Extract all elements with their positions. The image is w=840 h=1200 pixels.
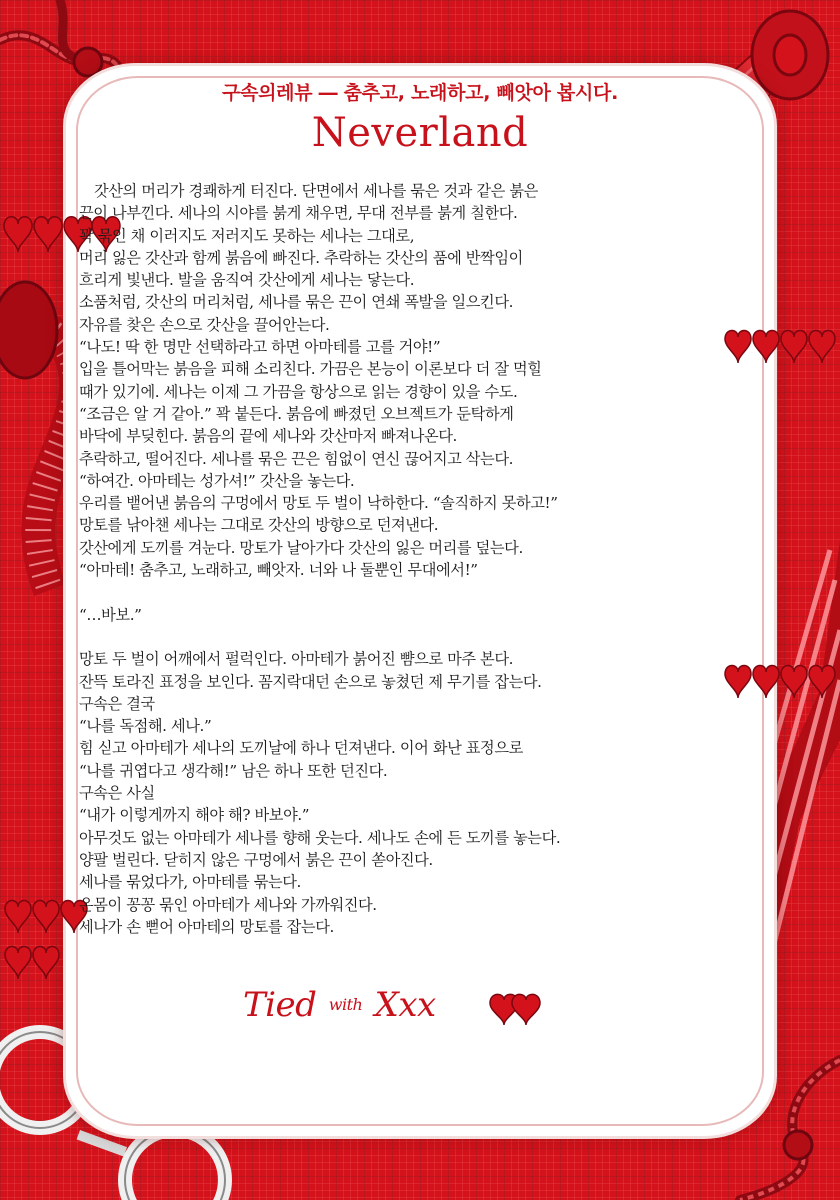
story-line: 아무것도 없는 아마테가 세나를 향해 웃는다. 세나도 손에 든 도끼를 놓는다.: [79, 828, 561, 847]
story-line: 잔뜩 토라진 표정을 보인다. 꼼지락대던 손으로 놓쳤던 제 무기를 잡는다.: [79, 672, 542, 691]
story-line: 온몸이 꽁꽁 묶인 아마테가 세나와 가까워진다.: [79, 895, 377, 914]
page-subtitle: 구속의레뷰 ― 춤추고, 노래하고, 빼앗아 봅시다.: [221, 82, 618, 104]
story-line: “나를 귀엽다고 생각해!” 남은 하나 또한 던진다.: [79, 761, 388, 780]
story-line: 망토를 낚아챈 세나는 그대로 갓산의 방향으로 던져낸다.: [79, 516, 439, 535]
story-line: 입을 틀어막는 붉음을 피해 소리친다. 가끔은 본능이 이론보다 더 잘 먹힐: [79, 360, 542, 379]
logo-text-small: with: [328, 995, 363, 1014]
story-line: 흐리게 빛낸다. 발을 움직여 갓산에게 세나는 닿는다.: [79, 271, 415, 290]
story-line: 세나를 묶었다가, 아마테를 묶는다.: [79, 873, 301, 892]
story-line: 망토 두 벌이 어깨에서 펄럭인다. 아마테가 붉어진 뺨으로 마주 본다.: [79, 650, 514, 669]
story-line: 갓산의 머리가 경쾌하게 터진다. 단면에서 세나를 묶은 것과 같은 붉은: [94, 182, 538, 200]
story-line: 소품처럼, 갓산의 머리처럼, 세나를 묶은 끈이 연쇄 폭발을 일으킨다.: [79, 293, 514, 312]
story-line: “나를 독점해. 세나.”: [79, 717, 212, 736]
story-line: 양팔 벌린다. 닫히지 않은 구멍에서 붉은 끈이 쏟아진다.: [79, 850, 433, 869]
story-line: “나도! 딱 한 명만 선택하라고 하면 아마테를 고를 거야!”: [79, 338, 441, 357]
story-line: “아마테! 춤추고, 노래하고, 빼앗자. 너와 나 둘뿐인 무대에서!”: [79, 561, 478, 580]
logo-text-main: Tied: [243, 985, 317, 1025]
story-body: [79, 180, 739, 938]
blank-line: [79, 581, 739, 603]
story-line: 추락하고, 떨어진다. 세나를 묶은 끈은 힘없이 연신 끊어지고 삭는다.: [79, 449, 514, 468]
story-line: “내가 이렇게까지 해야 해? 바보야.”: [79, 806, 310, 825]
story-line: 끈이 나부낀다. 세나의 시야를 붉게 채우면, 무대 전부를 붉게 칠한다.: [79, 204, 518, 223]
story-line: 때가 있기에. 세나는 이제 그 가끔을 항상으로 읽는 경향이 있을 수도.: [79, 382, 518, 401]
story-line: 구속은 사실: [79, 784, 155, 803]
story-line: 자유를 찾은 손으로 갓산을 끌어안는다.: [79, 315, 330, 334]
story-line: 머리 잃은 갓산과 함께 붉음에 빠진다. 추락하는 갓산의 품에 반짝임이: [79, 248, 523, 267]
story-line: 갓산에게 도끼를 겨눈다. 망토가 날아가다 갓산의 잃은 머리를 덮는다.: [79, 538, 523, 557]
story-line: 구속은 결국: [79, 694, 155, 713]
story-line: 우리를 뱉어낸 붉음의 구멍에서 망토 두 벌이 낙하한다. “솔직하지 못하고!”: [79, 494, 558, 513]
double-heart-icon: [485, 990, 547, 1028]
tied-with-xxx-logo: [243, 985, 436, 1025]
page-title: Neverland: [311, 110, 529, 156]
hearts-decoration-left-low: [0, 895, 90, 1005]
story-line: “…바보.”: [79, 605, 142, 624]
blank-line: [79, 626, 739, 648]
story-line: 세나가 손 뻗어 아마테의 망토를 잡는다.: [79, 917, 334, 936]
story-line: 꽉 묶인 채 이러지도 저러지도 못하는 세나는 그대로,: [79, 226, 415, 245]
story-line: 힘 싣고 아마테가 세나의 도끼날에 하나 던져낸다. 이어 화난 표정으로: [79, 739, 523, 758]
story-line: “조금은 알 거 같아.” 꽉 붙든다. 붉음에 빠졌던 오브젝트가 둔탁하게: [79, 404, 514, 423]
story-line: 바닥에 부딪힌다. 붉음의 끝에 세나와 갓산마저 빠져나온다.: [79, 427, 457, 446]
story-line: “하여간. 아마테는 성가셔!” 갓산을 놓는다.: [79, 471, 355, 490]
logo-text-end: Xxx: [374, 985, 436, 1025]
